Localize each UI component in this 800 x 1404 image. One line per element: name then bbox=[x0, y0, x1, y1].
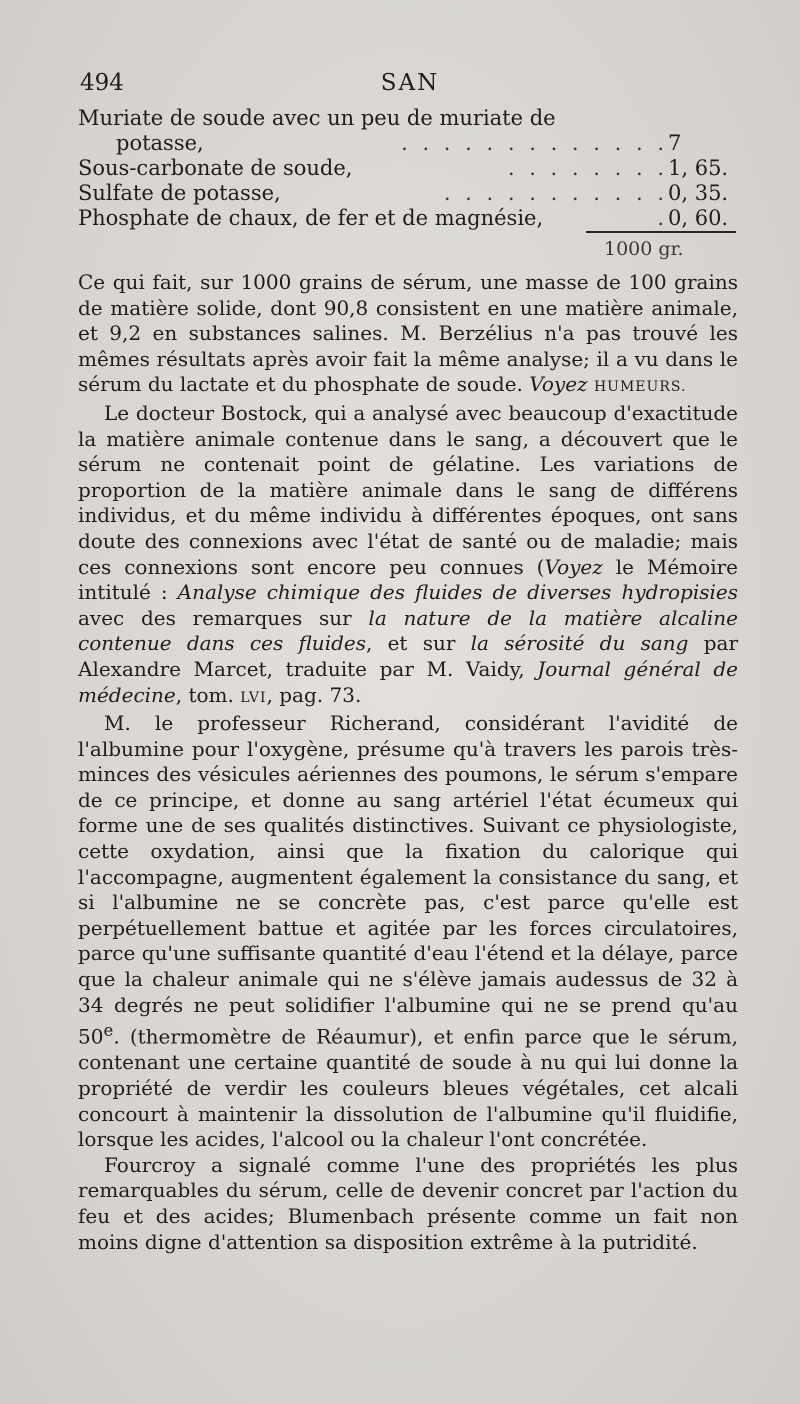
tome-number: LVI bbox=[240, 689, 267, 706]
paragraph-text: par Alexandre Marcet, traduite par M. Vaidy, bbox=[78, 631, 739, 681]
composition-value: 0, 60. bbox=[668, 206, 729, 230]
composition-value: 7 bbox=[668, 131, 682, 155]
page-header bbox=[80, 70, 740, 104]
composition-label: Muriate de soude avec un peu de muriate de bbox=[78, 106, 556, 130]
composition-label: potasse, bbox=[116, 131, 204, 155]
paragraph bbox=[78, 270, 738, 401]
voyez-italic: Voyez bbox=[544, 554, 603, 579]
leader-dots: . bbox=[657, 206, 668, 230]
composition-label: Sulfate de potasse, bbox=[78, 181, 281, 205]
total-rule bbox=[586, 231, 736, 233]
page-number: 494 bbox=[80, 70, 124, 96]
voyez-italic: Voyez bbox=[529, 372, 588, 397]
paragraph-text: avec des remarques sur bbox=[78, 605, 369, 630]
composition-value: 1, 65. bbox=[668, 156, 729, 180]
composition-row bbox=[78, 156, 738, 181]
paragraph-text: Le docteur Bostock, qui a analysé avec beaucoup d'exactitude la matière animale contenue dans le sang, a découvert que le sérum ne contenait point de gélatine. Les variations de proportion de la matière animale dans le sang de différens individus, et du même individu à différentes époques, ont sans doute des connexions avec l'état de santé ou de maladie; mais ces connexions sont encore peu connues ( bbox=[78, 400, 738, 579]
composition-label: Phosphate de chaux, de fer et de magnésie, bbox=[78, 206, 544, 230]
composition-row bbox=[78, 181, 738, 206]
leader-dots: . . . . . . . . bbox=[507, 156, 668, 180]
paragraph-text: Ce qui fait, sur 1000 grains de sérum, une masse de 100 grains de matière solide, dont 90,8 consistent en une matière animale, et 9,2 en substances salines. M. Berzélius n'a pas trouvé les mêmes résultats après avoir fait la même analyse; il a vu dans le sérum du lactate et du phosphate de soude. bbox=[78, 270, 738, 397]
paragraph bbox=[78, 711, 738, 1153]
body-text bbox=[78, 270, 738, 1255]
composition-value: 0, 35. bbox=[668, 181, 729, 205]
paragraph-text: le Mémoire intitulé : bbox=[78, 554, 739, 605]
composition-label: Sous-carbonate de soude, bbox=[78, 156, 353, 180]
leader-dots: . . . . . . . . . . . bbox=[443, 181, 668, 205]
composition-row bbox=[78, 206, 738, 231]
paragraph bbox=[78, 401, 738, 711]
journal-title: Journal général de médecine bbox=[78, 656, 738, 707]
paragraph-text: . (thermomètre de Réaumur), et enfin parce que le sérum, contenant une certaine quantité de soude à nu qui lui donne la propriété de verdir les couleurs bleues végétales, cet alcali concourt à maintenir la dissolution de l'albumine qu'il fluidifie, lorsque les acides, l'alcool ou la chaleur l'ont concrétée. bbox=[78, 1024, 738, 1152]
running-head: SAN bbox=[380, 70, 440, 96]
paragraph-text: , pag. 73. bbox=[266, 682, 362, 707]
paragraph-text: , tom. bbox=[175, 682, 241, 707]
cited-title: la sérosité du sang bbox=[470, 631, 689, 656]
cited-title: Analyse chimique des fluides de diverses hydropisies bbox=[177, 580, 738, 605]
composition-total: 1000 gr. bbox=[604, 238, 684, 260]
superscript: e bbox=[103, 1021, 114, 1041]
cross-reference: HUMEURS. bbox=[593, 379, 687, 396]
composition-row bbox=[78, 106, 738, 131]
cited-title: la nature de la matière alcaline contenue dans ces fluides bbox=[78, 605, 738, 656]
paragraph-text: M. le professeur Richerand, considérant l'avidité de l'albumine pour l'oxygène, présume qu'à travers les parois très-minces des vésicules aériennes des poumons, le sérum s'empare de ce principe, et donne au sang artériel l'état écumeux qui forme une de ses qualités distinctives. Suivant ce physiologiste, cette oxydation, ainsi que la fixation du calorique qui l'accompagne, augmentent également la consistance du sang, et si l'albumine ne se concrète pas, c'est parce qu'elle est perpétuellement battue et agitée par les forces circulatoires, parce qu'une suffisante quantité d'eau l'étend et la délaye, parce que la chaleur animale qui ne s'élève jamais audessus de 32 à 34 degrés ne peut solidifier l'albumine qui ne se prend qu'au 50 bbox=[78, 711, 738, 1049]
leader-dots: . . . . . . . . . . . . . bbox=[401, 131, 668, 155]
composition-row bbox=[78, 131, 738, 156]
paragraph bbox=[78, 1153, 738, 1255]
paragraph-text: , et sur bbox=[366, 631, 471, 656]
paragraph-text: Fourcroy a signalé comme l'une des propriétés les plus remarquables du sérum, celle de devenir concret par l'action du feu et des acides; Blumenbach présente comme un fait non moins digne d'attention sa disposition extrême à la putridité. bbox=[78, 1152, 738, 1254]
composition-table bbox=[78, 106, 738, 231]
